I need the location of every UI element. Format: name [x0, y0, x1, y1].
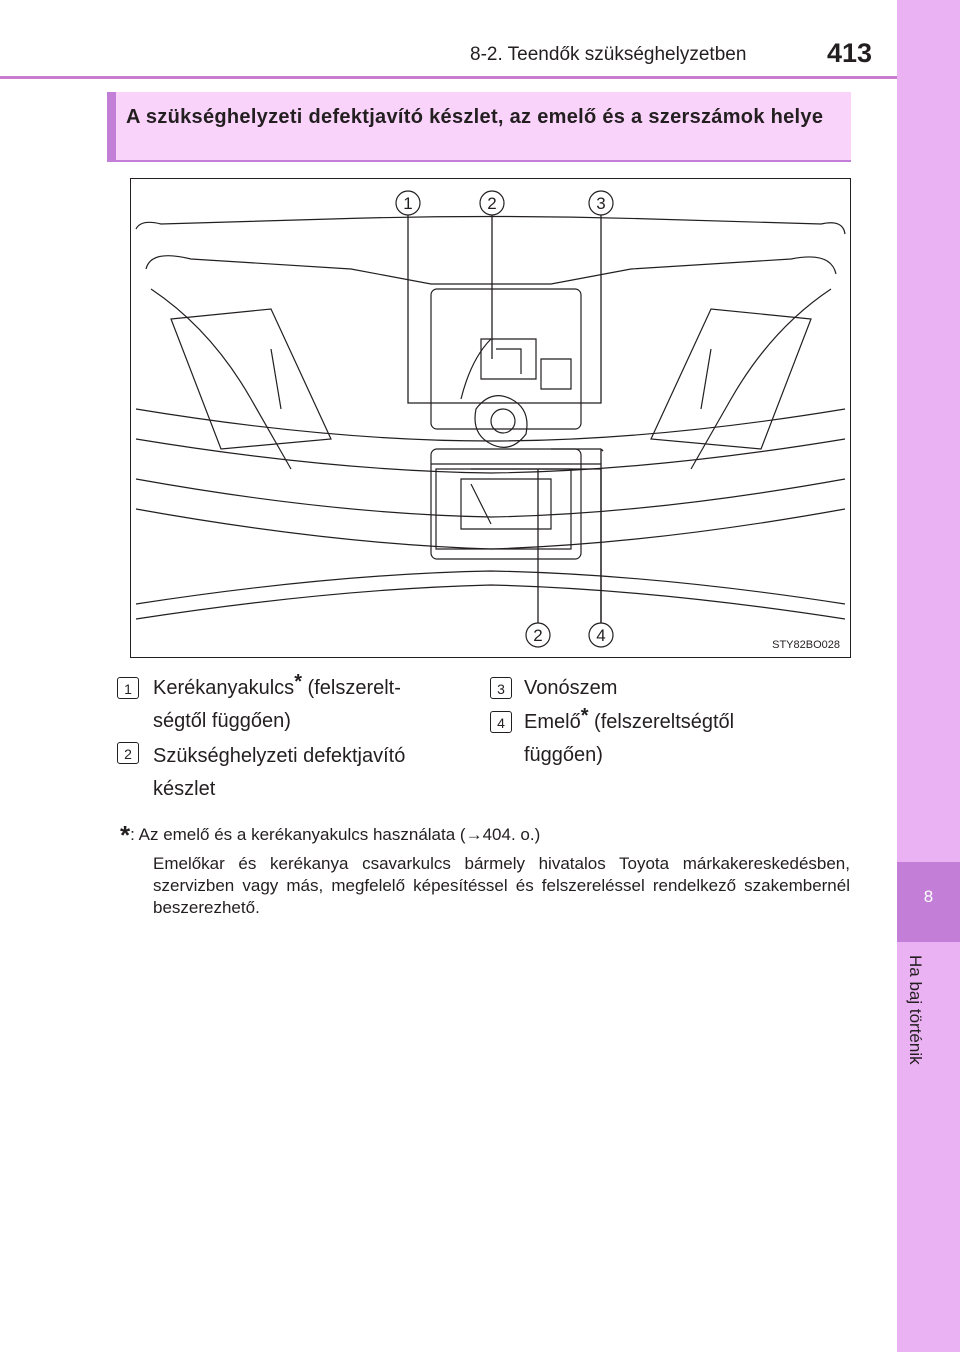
page-number: 413 [827, 38, 873, 68]
section-heading-box [107, 92, 851, 162]
legend-number-1: 1 [117, 677, 139, 699]
legend-item-2 [153, 740, 405, 806]
trunk-illustration [130, 178, 851, 658]
legend-number-2: 2 [117, 742, 139, 764]
legend-item-2-line2: készlet [153, 778, 216, 800]
callout-4: 4 [596, 626, 606, 645]
legend-item-4-suffix: (felszereltségtől [588, 711, 735, 733]
section-title: A szükséghelyzeti defektjavító készlet, az emelő és a szerszámok helye [126, 106, 824, 128]
callout-1: 1 [403, 194, 413, 213]
legend-item-1 [153, 672, 401, 738]
footnote-asterisk: * [120, 820, 131, 850]
legend-item-3 [524, 672, 617, 705]
figure-code: STY82BO028 [772, 639, 840, 651]
legend-item-2-text: Szükséghelyzeti defektjavító [153, 745, 406, 767]
legend-item-4-line2: függően) [524, 744, 603, 766]
legend-number-4: 4 [490, 711, 512, 733]
legend-item-1-line2: ségtől függően) [153, 710, 291, 732]
legend-number-3: 3 [490, 677, 512, 699]
legend-item-1-suffix: (felszerelt- [301, 677, 401, 699]
callout-3: 3 [596, 194, 606, 213]
chapter-number: 8 [923, 887, 934, 906]
callout-2-top: 2 [487, 194, 497, 213]
legend-item-1-text: Kerékanyakulcs [153, 677, 295, 699]
asterisk-mark: * [580, 705, 589, 727]
trunk-drawing [131, 179, 850, 657]
callout-2-bottom: 2 [533, 626, 543, 645]
chapter-side-tab [897, 0, 960, 1352]
legend-item-4-text: Emelő [524, 711, 581, 733]
header-rule [0, 76, 897, 79]
chapter-title: Ha baj történik [906, 955, 925, 1065]
asterisk-mark: * [294, 671, 302, 693]
section-label: 8-2. Teendők szükséghelyzetben [470, 44, 747, 65]
footnote [120, 816, 541, 850]
body-paragraph: Emelőkar és kerékanya csavarkulcs bármely hivatalos Toyota márkakereskedésben, szervizben vagy más, megfelelő képesítéssel és felszereléssel rendelkező szakembernél beszerezhető. [153, 854, 850, 917]
legend-item-3-text: Vonószem [524, 677, 618, 699]
legend-item-4 [524, 706, 734, 772]
footnote-text: : Az emelő és a kerékanyakulcs használata (→404. o.) [130, 825, 541, 844]
